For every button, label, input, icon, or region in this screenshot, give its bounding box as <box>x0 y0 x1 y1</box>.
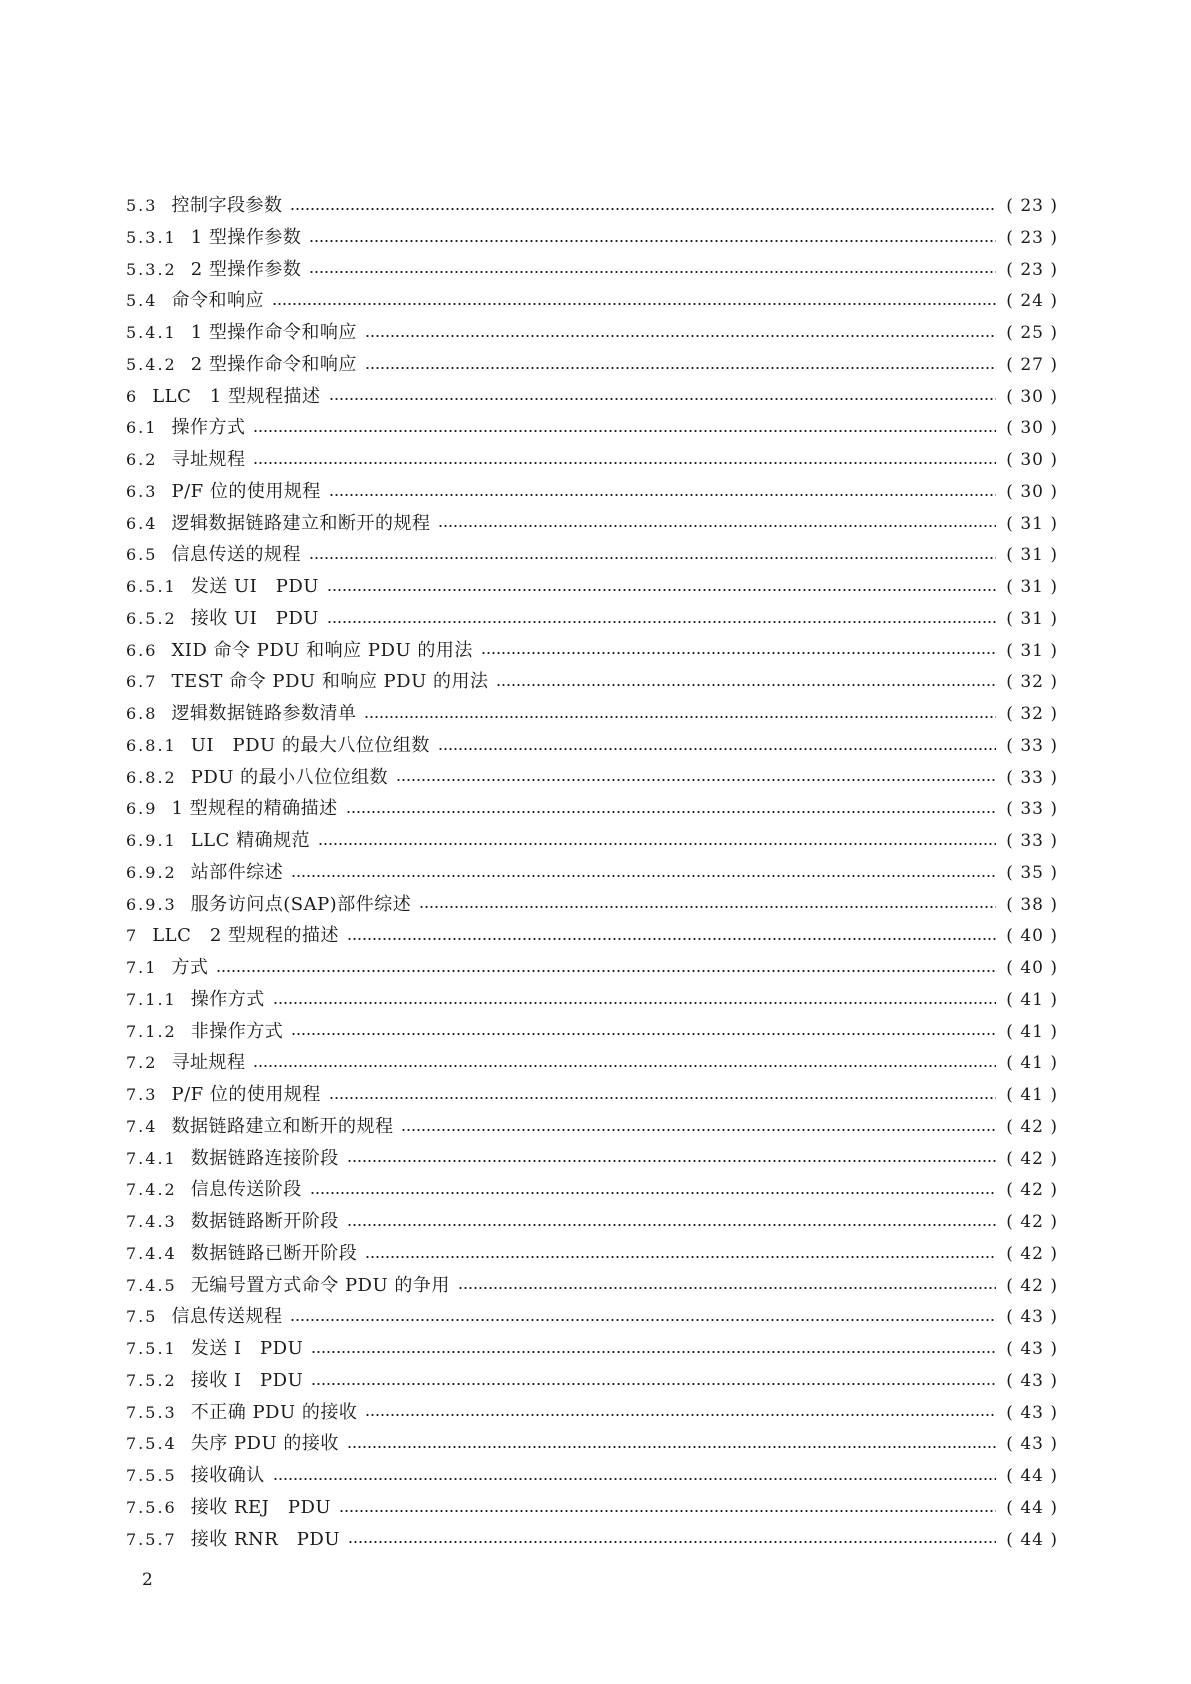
toc-entry-page: ( 30 ) <box>1006 481 1058 502</box>
toc-entry-title: 寻址规程 <box>171 1052 246 1074</box>
toc-entry[interactable] <box>126 1270 1058 1302</box>
toc-entry[interactable] <box>126 920 1058 952</box>
toc-entry[interactable] <box>126 222 1058 254</box>
toc-entry[interactable] <box>126 508 1058 540</box>
toc-dot-leader <box>311 1351 996 1353</box>
toc-entry-number: 5.3 <box>126 196 158 215</box>
toc-entry-title: LLC 1 型规程描述 <box>152 385 321 407</box>
toc-entry-title: 逻辑数据链路参数清单 <box>171 703 357 724</box>
toc-dot-leader <box>273 1002 996 1004</box>
toc-entry-number: 5.4.1 <box>126 323 177 342</box>
toc-entry-page: ( 31 ) <box>1006 513 1058 534</box>
toc-entry-page: ( 32 ) <box>1006 704 1058 724</box>
toc-entry-title: 接收确认 <box>190 1465 265 1486</box>
toc-entry[interactable] <box>126 412 1058 444</box>
toc-entry-title: 发送 I PDU <box>190 1338 304 1359</box>
toc-dot-leader <box>401 1129 996 1131</box>
toc-entry[interactable] <box>126 889 1058 921</box>
toc-entry-title: 接收 RNR PDU <box>190 1528 341 1550</box>
toc-entry-page: ( 41 ) <box>1006 1021 1058 1042</box>
toc-entry[interactable] <box>126 190 1058 222</box>
toc-entry-page: ( 33 ) <box>1006 831 1058 851</box>
toc-dot-leader <box>309 557 996 559</box>
toc-entry-number: 7.5.6 <box>126 1497 177 1517</box>
toc-entry-page: ( 42 ) <box>1006 1148 1058 1169</box>
toc-entry-number: 6.9.2 <box>126 862 177 882</box>
toc-entry-number: 7.5 <box>126 1307 158 1327</box>
toc-entry[interactable] <box>126 1397 1058 1429</box>
toc-dot-leader <box>438 525 996 527</box>
toc-dot-leader <box>318 843 996 845</box>
toc-entry-title: P/F 位的使用规程 <box>171 1084 321 1105</box>
toc-entry-page: ( 23 ) <box>1006 259 1058 280</box>
toc-entry-number: 7.5.5 <box>126 1466 177 1485</box>
toc-entry-page: ( 23 ) <box>1006 227 1058 248</box>
toc-dot-leader <box>327 621 996 623</box>
toc-dot-leader <box>365 367 996 369</box>
toc-entry-page: ( 30 ) <box>1006 418 1058 439</box>
toc-dot-leader <box>347 1160 996 1162</box>
toc-entry[interactable] <box>126 952 1058 984</box>
toc-entry-number: 5.3.1 <box>126 227 177 247</box>
toc-entry-number: 5.4.2 <box>126 354 177 374</box>
toc-entry[interactable] <box>126 1111 1058 1143</box>
toc-dot-leader <box>327 589 996 591</box>
toc-entry-number: 6.3 <box>126 481 158 501</box>
toc-dot-leader <box>365 1414 996 1416</box>
toc-entry[interactable] <box>126 476 1058 508</box>
toc-entry-number: 6.5.2 <box>126 608 177 628</box>
toc-entry[interactable] <box>126 1428 1058 1460</box>
toc-entry[interactable] <box>126 730 1058 762</box>
toc-entry-page: ( 42 ) <box>1006 1275 1058 1296</box>
toc-entry[interactable] <box>126 1238 1058 1270</box>
toc-dot-leader <box>329 398 996 400</box>
toc-entry[interactable] <box>126 698 1058 730</box>
toc-dot-leader <box>291 875 996 877</box>
toc-dot-leader <box>458 1287 996 1289</box>
toc-entry-page: ( 23 ) <box>1006 196 1058 216</box>
toc-entry-title: 接收 REJ PDU <box>190 1496 332 1518</box>
toc-entry-title: 逻辑数据链路建立和断开的规程 <box>171 512 431 534</box>
toc-entry-page: ( 32 ) <box>1006 672 1058 693</box>
toc-entry[interactable] <box>126 825 1058 857</box>
toc-entry-title: 数据链路已断开阶段 <box>190 1242 358 1264</box>
toc-entry[interactable] <box>126 571 1058 603</box>
table-of-contents <box>126 190 1058 1555</box>
toc-entry-page: ( 24 ) <box>1006 291 1058 312</box>
toc-entry-title: 寻址规程 <box>171 449 246 470</box>
toc-entry-page: ( 27 ) <box>1006 354 1058 375</box>
toc-entry-number: 6.6 <box>126 640 158 660</box>
toc-entry-page: ( 31 ) <box>1006 640 1058 661</box>
toc-entry-page: ( 42 ) <box>1006 1212 1058 1232</box>
toc-entry-title: 操作方式 <box>190 988 265 1010</box>
toc-entry-page: ( 43 ) <box>1006 1370 1058 1391</box>
toc-entry-page: ( 33 ) <box>1006 799 1058 820</box>
toc-entry-number: 7.1 <box>126 958 158 977</box>
toc-entry-title: 站部件综述 <box>190 861 284 883</box>
toc-entry-number: 7.4.1 <box>126 1148 177 1168</box>
toc-entry-page: ( 41 ) <box>1006 1053 1058 1074</box>
toc-entry[interactable] <box>126 984 1058 1016</box>
toc-entry[interactable] <box>126 349 1058 381</box>
toc-entry-page: ( 40 ) <box>1006 926 1058 947</box>
toc-dot-leader <box>329 494 996 496</box>
toc-entry-number: 6.8.1 <box>126 735 177 755</box>
toc-entry[interactable] <box>126 539 1058 571</box>
toc-dot-leader <box>364 716 996 718</box>
toc-dot-leader <box>438 748 996 750</box>
toc-dot-leader <box>290 1319 996 1321</box>
toc-entry-number: 6 <box>126 386 139 406</box>
toc-dot-leader <box>481 652 996 654</box>
toc-entry[interactable] <box>126 1460 1058 1492</box>
toc-entry[interactable] <box>126 1206 1058 1238</box>
toc-entry-title: 2 型操作参数 <box>190 258 302 280</box>
toc-dot-leader <box>329 1097 996 1099</box>
toc-dot-leader <box>253 1065 996 1067</box>
toc-entry[interactable] <box>126 1143 1058 1175</box>
toc-entry-number: 7.5.4 <box>126 1434 177 1454</box>
toc-dot-leader <box>291 1033 996 1035</box>
toc-entry-title: 控制字段参数 <box>171 195 283 216</box>
toc-entry[interactable] <box>126 254 1058 286</box>
toc-dot-leader <box>216 970 996 972</box>
toc-entry-title: 数据链路连接阶段 <box>190 1147 339 1169</box>
toc-entry-title: XID 命令 PDU 和响应 PDU 的用法 <box>171 639 473 661</box>
toc-entry-page: ( 43 ) <box>1006 1434 1058 1455</box>
toc-entry-number: 7.5.1 <box>126 1339 177 1358</box>
toc-entry-title: 2 型操作命令和响应 <box>190 353 357 375</box>
toc-entry[interactable] <box>126 1079 1058 1111</box>
toc-entry-page: ( 38 ) <box>1006 894 1058 915</box>
toc-entry-title: 信息传送规程 <box>171 1306 283 1328</box>
toc-entry-title: LLC 2 型规程的描述 <box>152 925 340 947</box>
toc-entry-page: ( 31 ) <box>1006 608 1058 629</box>
toc-entry-number: 6.1 <box>126 418 158 438</box>
toc-entry-title: 命令和响应 <box>171 290 264 312</box>
toc-entry-title: 接收 I PDU <box>190 1369 304 1391</box>
toc-entry[interactable] <box>126 381 1058 413</box>
toc-dot-leader <box>309 271 996 273</box>
toc-entry-number: 6.9 <box>126 799 158 819</box>
toc-entry-title: 不正确 PDU 的接收 <box>190 1401 358 1423</box>
toc-entry-page: ( 30 ) <box>1006 386 1058 407</box>
toc-dot-leader <box>365 1256 996 1258</box>
page-number: 2 <box>142 1570 153 1590</box>
toc-entry-title: 失序 PDU 的接收 <box>190 1433 339 1455</box>
toc-entry[interactable] <box>126 1301 1058 1333</box>
toc-entry-number: 7.4.4 <box>126 1243 177 1263</box>
toc-entry[interactable] <box>126 603 1058 635</box>
toc-entry[interactable] <box>126 1365 1058 1397</box>
toc-dot-leader <box>290 208 996 210</box>
toc-entry-title: 非操作方式 <box>190 1020 284 1042</box>
toc-entry-number: 7.2 <box>126 1053 158 1073</box>
toc-entry-title: P/F 位的使用规程 <box>171 480 321 502</box>
toc-entry[interactable] <box>126 857 1058 889</box>
toc-dot-leader <box>347 938 996 940</box>
toc-entry-page: ( 42 ) <box>1006 1180 1058 1201</box>
toc-entry-page: ( 33 ) <box>1006 735 1058 756</box>
toc-entry-list <box>126 190 1058 1555</box>
toc-entry-number: 7 <box>126 926 139 946</box>
toc-entry-page: ( 33 ) <box>1006 767 1058 788</box>
toc-entry-number: 7.4.3 <box>126 1212 177 1231</box>
toc-entry-title: 发送 UI PDU <box>190 576 319 597</box>
toc-entry-number: 7.1.2 <box>126 1021 177 1041</box>
toc-entry-title: 方式 <box>171 957 209 978</box>
toc-dot-leader <box>339 1510 996 1512</box>
toc-entry-title: UI PDU 的最大八位位组数 <box>190 734 430 756</box>
toc-entry-number: 6.5.1 <box>126 577 177 596</box>
toc-entry-number: 5.3.2 <box>126 259 177 279</box>
toc-entry-number: 7.5.3 <box>126 1402 177 1422</box>
toc-entry[interactable] <box>126 762 1058 794</box>
toc-dot-leader <box>346 811 996 813</box>
toc-dot-leader <box>311 1383 996 1385</box>
toc-entry-page: ( 44 ) <box>1006 1466 1058 1486</box>
toc-entry[interactable] <box>126 285 1058 317</box>
toc-entry-page: ( 43 ) <box>1006 1307 1058 1328</box>
toc-entry[interactable] <box>126 1174 1058 1206</box>
toc-entry-title: LLC 精确规范 <box>190 830 311 851</box>
toc-entry-number: 6.7 <box>126 672 158 692</box>
toc-entry-title: 服务访问点(SAP)部件综述 <box>190 893 412 915</box>
toc-entry[interactable] <box>126 1333 1058 1365</box>
toc-dot-leader <box>309 240 996 242</box>
toc-entry-page: ( 43 ) <box>1006 1339 1058 1359</box>
toc-entry-page: ( 44 ) <box>1006 1529 1058 1550</box>
toc-entry-number: 6.8.2 <box>126 767 177 787</box>
toc-dot-leader <box>419 906 996 908</box>
toc-entry-title: 数据链路断开阶段 <box>190 1211 339 1232</box>
toc-entry-page: ( 40 ) <box>1006 958 1058 978</box>
toc-entry-number: 6.5 <box>126 545 158 565</box>
toc-entry-page: ( 31 ) <box>1006 577 1058 597</box>
toc-entry[interactable] <box>126 793 1058 825</box>
toc-entry-title: 信息传送阶段 <box>190 1179 302 1201</box>
toc-dot-leader <box>347 1446 996 1448</box>
toc-entry[interactable] <box>126 666 1058 698</box>
toc-entry-title: PDU 的最小八位位组数 <box>190 766 389 788</box>
toc-entry-page: ( 42 ) <box>1006 1243 1058 1264</box>
toc-entry-number: 6.8 <box>126 704 158 723</box>
toc-dot-leader <box>310 1192 996 1194</box>
toc-entry[interactable] <box>126 1047 1058 1079</box>
toc-entry-number: 6.2 <box>126 450 158 469</box>
toc-entry-page: ( 42 ) <box>1006 1116 1058 1137</box>
toc-entry-number: 6.4 <box>126 513 158 533</box>
toc-entry-number: 7.3 <box>126 1085 158 1104</box>
toc-entry-page: ( 43 ) <box>1006 1402 1058 1423</box>
toc-entry-title: 1 型规程的精确描述 <box>171 798 338 820</box>
toc-entry-page: ( 44 ) <box>1006 1497 1058 1518</box>
toc-entry-title: 信息传送的规程 <box>171 544 301 566</box>
toc-entry-page: ( 31 ) <box>1006 545 1058 566</box>
toc-entry-page: ( 30 ) <box>1006 450 1058 470</box>
toc-entry-title: TEST 命令 PDU 和响应 PDU 的用法 <box>171 671 489 693</box>
toc-entry-title: 无编号置方式命令 PDU 的争用 <box>190 1274 450 1296</box>
toc-entry-page: ( 41 ) <box>1006 989 1058 1010</box>
toc-dot-leader <box>348 1541 996 1543</box>
toc-entry-number: 7.5.2 <box>126 1370 177 1390</box>
toc-entry-title: 数据链路建立和断开的规程 <box>171 1115 394 1137</box>
toc-dot-leader <box>496 684 996 686</box>
toc-entry-page: ( 25 ) <box>1006 323 1058 343</box>
toc-dot-leader <box>347 1224 996 1226</box>
toc-entry-title: 1 型操作参数 <box>190 226 302 248</box>
toc-entry-number: 7.1.1 <box>126 989 177 1009</box>
toc-dot-leader <box>253 430 996 432</box>
toc-entry[interactable] <box>126 1524 1058 1556</box>
toc-entry-number: 7.4.5 <box>126 1275 177 1295</box>
toc-entry-title: 操作方式 <box>171 417 246 439</box>
toc-entry[interactable] <box>126 1016 1058 1048</box>
toc-dot-leader <box>396 779 996 781</box>
toc-entry[interactable] <box>126 317 1058 349</box>
toc-entry-page: ( 35 ) <box>1006 862 1058 883</box>
toc-dot-leader <box>272 303 996 305</box>
toc-entry-number: 7.4 <box>126 1116 158 1136</box>
toc-entry-title: 1 型操作命令和响应 <box>190 322 357 343</box>
toc-entry-page: ( 41 ) <box>1006 1085 1058 1105</box>
toc-entry[interactable] <box>126 635 1058 667</box>
toc-entry-number: 7.4.2 <box>126 1180 177 1200</box>
toc-dot-leader <box>365 335 996 337</box>
toc-entry-title: 接收 UI PDU <box>190 607 319 629</box>
toc-entry[interactable] <box>126 444 1058 476</box>
toc-entry-number: 7.5.7 <box>126 1529 177 1549</box>
toc-dot-leader <box>273 1478 996 1480</box>
toc-dot-leader <box>253 462 996 464</box>
toc-entry[interactable] <box>126 1492 1058 1524</box>
toc-entry-number: 6.9.1 <box>126 831 177 850</box>
toc-entry-number: 6.9.3 <box>126 894 177 914</box>
toc-entry-number: 5.4 <box>126 291 158 311</box>
